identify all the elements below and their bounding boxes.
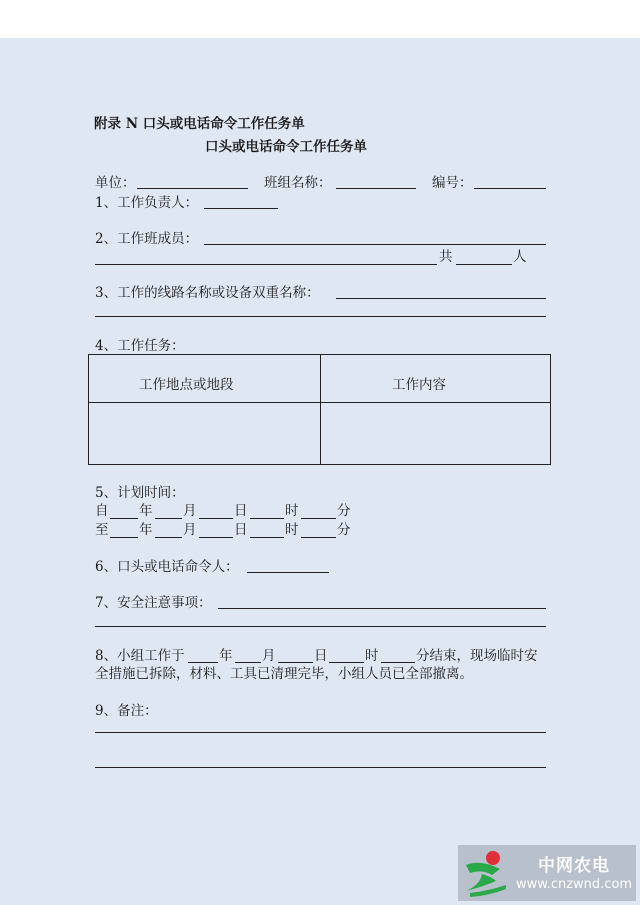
watermark: [458, 845, 636, 901]
unit-blank[interactable]: [137, 188, 248, 189]
line-name-label: 3、工作的线路名称或设备双重名称：: [95, 285, 320, 301]
watermark-name: 中网农电: [538, 856, 610, 876]
from-label: 自: [95, 503, 109, 519]
number-blank[interactable]: [474, 188, 546, 189]
from-month-blank[interactable]: [155, 518, 182, 519]
members-total-suffix: 人: [513, 249, 527, 265]
appendix-title: 附录 N 口头或电话命令工作任务单: [94, 116, 305, 132]
completion-day-blank[interactable]: [278, 662, 313, 663]
completion-hour-blank[interactable]: [329, 662, 364, 663]
table-header-location: 工作地点或地段: [139, 377, 234, 393]
to-hour-unit: 时: [285, 522, 299, 538]
completion-hour-unit: 时: [365, 648, 379, 664]
completion-year-unit: 年: [219, 648, 233, 664]
completion-line2: 全措施已拆除，材料、工具已清理完毕，小组人员已全部撤离。: [95, 666, 473, 682]
safety-blank-1[interactable]: [218, 608, 546, 609]
team-blank[interactable]: [336, 188, 416, 189]
from-day-unit: 日: [234, 503, 248, 519]
form-page: [0, 38, 640, 905]
completion-prefix: 8、小组工作于: [95, 648, 185, 664]
members-blank-1[interactable]: [204, 244, 546, 245]
from-hour-blank[interactable]: [250, 518, 284, 519]
from-year-unit: 年: [139, 503, 153, 519]
members-label: 2、工作班成员：: [95, 231, 199, 247]
members-blank-2[interactable]: [95, 264, 437, 265]
line-name-blank-1[interactable]: [336, 298, 546, 299]
to-minute-unit: 分: [337, 522, 351, 538]
remarks-blank-1[interactable]: [95, 732, 546, 733]
number-label: 编号：: [432, 175, 473, 191]
from-day-blank[interactable]: [199, 518, 233, 519]
members-count-blank[interactable]: [456, 264, 512, 265]
to-month-blank[interactable]: [155, 537, 182, 538]
completion-minute-suffix: 分结束，现场临时安: [416, 648, 538, 664]
unit-label: 单位：: [95, 175, 136, 191]
commander-label: 6、口头或电话命令人：: [95, 559, 239, 575]
completion-minute-blank[interactable]: [381, 662, 415, 663]
watermark-url: www.cnzwnd.com: [516, 877, 633, 892]
from-minute-blank[interactable]: [301, 518, 336, 519]
table-cell-location[interactable]: [89, 403, 319, 464]
safety-blank-2[interactable]: [95, 626, 546, 627]
completion-day-unit: 日: [314, 648, 328, 664]
members-total-prefix: 共: [439, 249, 453, 265]
task-table: [88, 354, 551, 465]
to-year-blank[interactable]: [110, 537, 138, 538]
to-hour-blank[interactable]: [250, 537, 284, 538]
responsible-label: 1、工作负责人：: [95, 195, 199, 211]
from-month-unit: 月: [183, 503, 197, 519]
to-day-blank[interactable]: [199, 537, 233, 538]
responsible-blank[interactable]: [204, 208, 278, 209]
to-label: 至: [95, 522, 109, 538]
remarks-blank-2[interactable]: [95, 767, 546, 768]
from-year-blank[interactable]: [110, 518, 138, 519]
plan-time-label: 5、计划时间：: [95, 485, 185, 501]
task-label: 4、工作任务：: [95, 338, 185, 354]
remarks-label: 9、备注：: [95, 703, 158, 719]
table-cell-content[interactable]: [322, 403, 550, 464]
safety-label: 7、安全注意事项：: [95, 595, 212, 611]
table-header-content: 工作内容: [392, 377, 446, 393]
completion-year-blank[interactable]: [188, 662, 218, 663]
completion-month-unit: 月: [262, 648, 276, 664]
commander-blank[interactable]: [247, 572, 329, 573]
completion-month-blank[interactable]: [235, 662, 261, 663]
from-hour-unit: 时: [285, 503, 299, 519]
from-minute-unit: 分: [337, 503, 351, 519]
form-title: 口头或电话命令工作任务单: [205, 139, 367, 155]
team-label: 班组名称：: [264, 175, 332, 191]
line-name-blank-2[interactable]: [95, 316, 546, 317]
cnzwnd-logo-icon: [460, 847, 512, 899]
to-day-unit: 日: [234, 522, 248, 538]
to-minute-blank[interactable]: [301, 537, 336, 538]
to-year-unit: 年: [139, 522, 153, 538]
to-month-unit: 月: [183, 522, 197, 538]
table-column-divider: [320, 355, 321, 464]
